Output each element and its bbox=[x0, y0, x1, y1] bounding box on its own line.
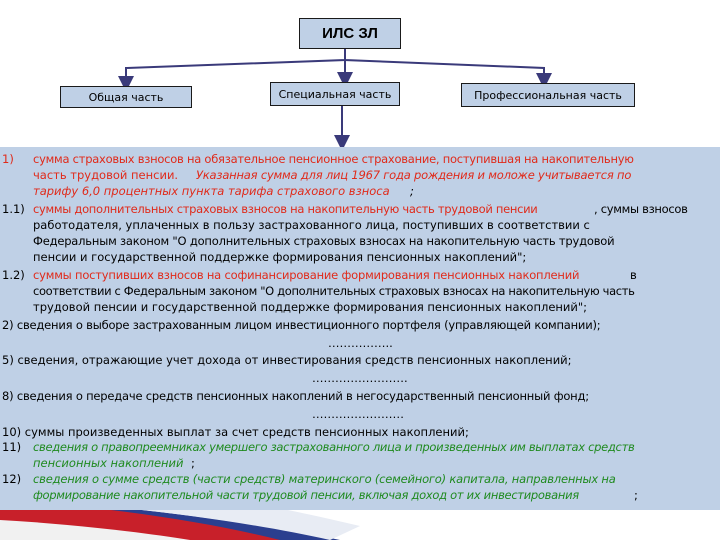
item-1-1-highlight: суммы дополнительных страховых взносов на накопительную часть трудовой пенсии bbox=[33, 202, 538, 216]
item-1-line-3: тарифу 6,0 процентных пункта тарифа страхового взноса ; bbox=[33, 184, 414, 198]
item-1-note-cont: тарифу 6,0 процентных пункта тарифа страхового взноса bbox=[33, 184, 390, 198]
item-1-1-line-3: Федеральным законом "О дополнительных страховых взносах на накопительную часть трудовой bbox=[33, 234, 615, 248]
item-1-2-highlight: суммы поступивших взносов на софинансирование формирования пенсионных накоплений bbox=[33, 268, 580, 282]
item-1-number: 1) bbox=[2, 152, 14, 166]
item-12-number: 12) bbox=[2, 472, 22, 486]
item-12-line-2: формирование накопительной части трудовой пенсии, включая доход от их инвестирования ; bbox=[33, 488, 638, 502]
node-professional-label: Профессиональная часть bbox=[474, 88, 622, 102]
ellipsis-1: …………….. bbox=[328, 336, 393, 350]
node-special-part bbox=[270, 82, 400, 106]
item-1-2-line-2: соответствии с Федеральным законом "О дополнительных страховых взносах на накопительную часть bbox=[33, 284, 635, 298]
item-1-1-line-2: работодателя, уплаченных в пользу застрахованного лица, поступивших в соответствии с bbox=[33, 218, 590, 232]
root-node-ils-zl bbox=[299, 18, 401, 49]
item-1-1-number: 1.1) bbox=[2, 202, 25, 216]
item-1-2-line-1: 1.2) суммы поступивших взносов на софинансирование формирования пенсионных накоплений в bbox=[2, 268, 637, 282]
item-5: 5) сведения, отражающие учет дохода от инвестирования средств пенсионных накоплений; bbox=[2, 353, 572, 367]
item-2: 2) сведения о выборе застрахованным лицом инвестиционного портфеля (управляющей компании); bbox=[2, 318, 601, 332]
connector-professional bbox=[345, 49, 544, 81]
node-professional-part bbox=[461, 83, 635, 107]
item-11-line-2: пенсионных накоплений ; bbox=[33, 456, 195, 470]
item-1-2-line-3: трудовой пенсии и государственной поддержке формирования пенсионных накоплений"; bbox=[33, 300, 588, 314]
item-1-note: Указанная сумма для лиц 1967 года рождения и моложе учитывается по bbox=[196, 168, 632, 182]
item-8: 8) сведения о передаче средств пенсионных накоплений в негосударственный пенсионный фонд; bbox=[2, 389, 589, 403]
item-11-text: сведения о правопреемниках умершего застрахованного лица и произведенных им выплатах средств bbox=[33, 440, 635, 454]
node-special-label: Специальная часть bbox=[278, 87, 392, 101]
item-12-text: сведения о сумме средств (части средств) материнского (семейного) капитала, направленных на bbox=[33, 472, 616, 486]
node-general-part bbox=[60, 86, 192, 108]
item-1-2-number: 1.2) bbox=[2, 268, 25, 282]
connector-general bbox=[126, 49, 345, 84]
ellipsis-3: …………………… bbox=[312, 407, 404, 421]
item-11-number: 11) bbox=[2, 440, 22, 454]
item-1-text: сумма страховых взносов на обязательное пенсионное страхование, поступившая на накопительную bbox=[33, 152, 634, 166]
item-1-text-cont: часть трудовой пенсии. bbox=[33, 168, 179, 182]
ellipsis-2: ……………………. bbox=[312, 371, 408, 385]
root-node-label: ИЛС ЗЛ bbox=[322, 25, 378, 42]
item-1-1-text: , суммы взносов bbox=[594, 202, 688, 216]
item-10: 10) суммы произведенных выплат за счет средств пенсионных накоплений; bbox=[2, 425, 469, 439]
special-part-details bbox=[0, 147, 720, 510]
node-general-label: Общая часть bbox=[88, 90, 164, 104]
item-1-1-line-4: пенсии и государственной поддержке формирования пенсионных накоплений"; bbox=[33, 250, 527, 264]
